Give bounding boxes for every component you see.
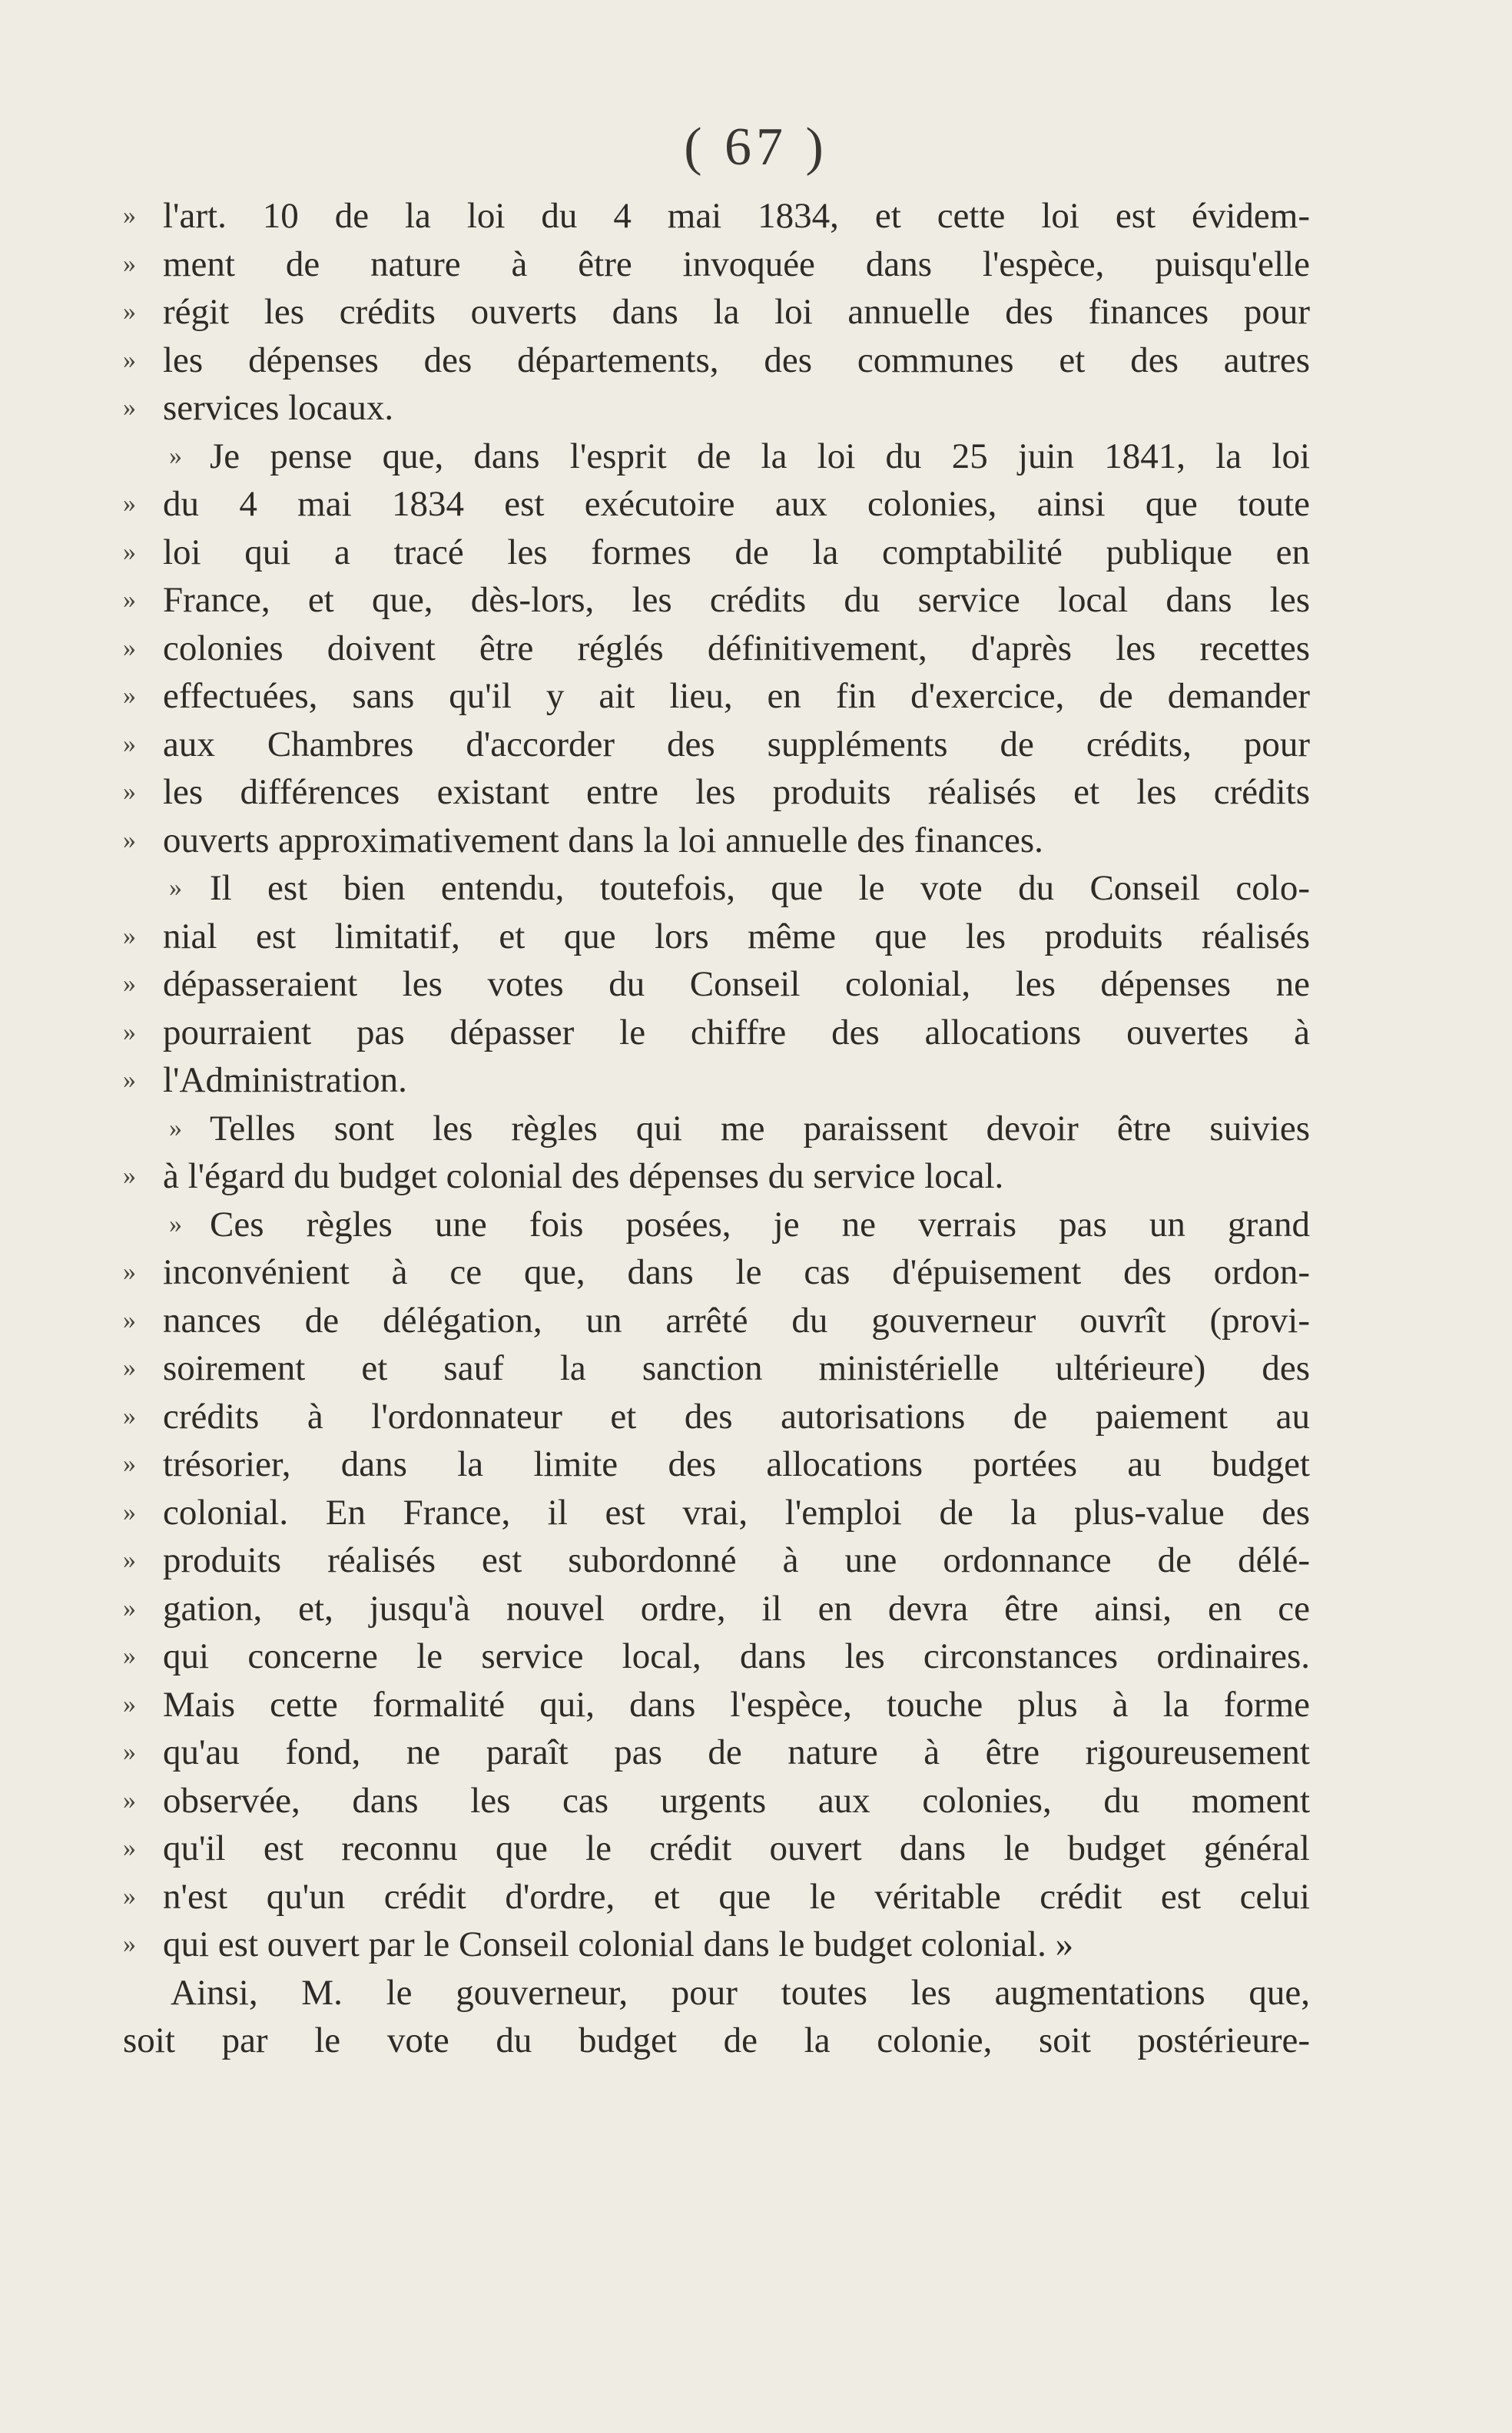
text-line: Ainsi, M. le gouverneur, pour toutes les augmentations que,	[171, 1972, 1310, 2013]
text-line: » du 4 mai 1834 est exécutoire aux colonies, ainsi que toute	[123, 480, 1310, 529]
text-line: » produits réalisés est subordonné à une ordonnance de délé-	[123, 1536, 1310, 1585]
quote-mark: »	[123, 249, 136, 278]
body-text	[123, 192, 1310, 2065]
text-line: » Je pense que, dans l'esprit de la loi du 25 juin 1841, la loi	[123, 433, 1310, 481]
text-line: » à l'égard du budget colonial des dépenses du service local.	[123, 1152, 1310, 1201]
quote-mark: »	[123, 1258, 136, 1286]
text-line: » l'Administration.	[123, 1056, 1310, 1105]
text-line: » nial est limitatif, et que lors même que les produits réalisés	[123, 913, 1310, 961]
quote-mark: »	[123, 1593, 136, 1623]
quote-mark: »	[123, 1354, 136, 1382]
text-line: » qui concerne le service local, dans les circonstances ordinaires.	[123, 1632, 1310, 1681]
quote-mark: »	[169, 1113, 182, 1142]
text-line: » gation, et, jusqu'à nouvel ordre, il en devra être ainsi, en ce	[123, 1585, 1310, 1633]
text-line: » soirement et sauf la sanction ministérielle ultérieure) des	[123, 1344, 1310, 1393]
text-line: » crédits à l'ordonnateur et des autorisations de paiement au	[123, 1393, 1310, 1441]
quote-mark: »	[123, 1546, 136, 1574]
quote-mark: »	[123, 201, 136, 230]
text-line: » l'art. 10 de la loi du 4 mai 1834, et cette loi est évidem-	[123, 192, 1310, 240]
quote-mark: »	[169, 873, 182, 902]
text-line: soit par le vote du budget de la colonie, soit postérieure-	[123, 2020, 1310, 2060]
text-line: » dépasseraient les votes du Conseil colonial, les dépenses ne	[123, 960, 1310, 1009]
quote-mark: »	[123, 1162, 136, 1190]
text-line: » Il est bien entendu, toutefois, que le vote du Conseil colo-	[123, 864, 1310, 913]
quote-mark: »	[123, 681, 136, 710]
quote-mark: »	[123, 585, 136, 614]
text-line: » colonies doivent être réglés définitivement, d'après les recettes	[123, 625, 1310, 673]
text-line: » ment de nature à être invoquée dans l'espèce, puisqu'elle	[123, 240, 1310, 289]
quote-mark: »	[123, 1497, 136, 1526]
text-line: » colonial. En France, il est vrai, l'emploi de la plus-value des	[123, 1489, 1310, 1537]
text-line: » France, et que, dès-lors, les crédits du service local dans les	[123, 576, 1310, 625]
page-number: ( 67 )	[684, 118, 828, 177]
text-line: » qu'il est reconnu que le crédit ouvert dans le budget général	[123, 1825, 1310, 1873]
quote-mark: »	[123, 489, 136, 518]
text-line: » Ces règles une fois posées, je ne verrais pas un grand	[123, 1201, 1310, 1249]
text-line: » aux Chambres d'accorder des suppléments de crédits, pour	[123, 721, 1310, 769]
quote-mark: »	[123, 1642, 136, 1670]
text-line: » services locaux.	[123, 384, 1310, 433]
quote-mark: »	[123, 777, 136, 806]
text-line: » qu'au fond, ne paraît pas de nature à être rigoureusement	[123, 1729, 1310, 1777]
text-line: » effectuées, sans qu'il y ait lieu, en fin d'exercice, de demander	[123, 672, 1310, 721]
quote-mark: »	[169, 1209, 182, 1238]
quote-mark: »	[123, 1834, 136, 1862]
quote-mark: »	[123, 1066, 136, 1094]
quote-mark: »	[123, 970, 136, 998]
text-line: » trésorier, dans la limite des allocations portées au budget	[123, 1440, 1310, 1489]
text-line: » nances de délégation, un arrêté du gouverneur ouvrît (provi-	[123, 1297, 1310, 1345]
quote-mark: »	[123, 537, 136, 566]
quote-mark: »	[123, 297, 136, 326]
quote-mark: »	[123, 1689, 136, 1719]
quote-mark: »	[123, 1017, 136, 1046]
text-line: » les différences existant entre les produits réalisés et les crédits	[123, 768, 1310, 817]
text-line: » Telles sont les règles qui me paraissent devoir être suivies	[123, 1105, 1310, 1153]
text-line: » ouverts approximativement dans la loi annuelle des finances.	[123, 817, 1310, 865]
text-line: » Mais cette formalité qui, dans l'espèce, touche plus à la forme	[123, 1681, 1310, 1729]
quote-mark: »	[123, 345, 136, 374]
quote-mark: »	[123, 1401, 136, 1430]
quote-mark: »	[123, 921, 136, 950]
text-line: » les dépenses des départements, des communes et des autres	[123, 336, 1310, 385]
quote-mark: »	[123, 729, 136, 758]
quote-mark: »	[123, 1305, 136, 1334]
text-line: » n'est qu'un crédit d'ordre, et que le véritable crédit est celui	[123, 1873, 1310, 1921]
text-line: » observée, dans les cas urgents aux colonies, du moment	[123, 1777, 1310, 1825]
text-line: » régit les crédits ouverts dans la loi annuelle des finances pour	[123, 288, 1310, 336]
text-line: » pourraient pas dépasser le chiffre des allocations ouvertes à	[123, 1009, 1310, 1057]
quote-mark: »	[123, 1930, 136, 1958]
quote-mark: »	[169, 441, 182, 470]
text-line: » loi qui a tracé les formes de la comptabilité publique en	[123, 529, 1310, 577]
quote-mark: »	[123, 1785, 136, 1815]
quote-mark: »	[123, 825, 136, 854]
quote-mark: »	[123, 1881, 136, 1911]
quote-mark: »	[123, 1450, 136, 1478]
quote-mark: »	[123, 393, 136, 422]
quote-mark: »	[123, 633, 136, 662]
text-line: » inconvénient à ce que, dans le cas d'épuisement des ordon-	[123, 1248, 1310, 1297]
quote-mark: »	[123, 1738, 136, 1766]
text-line: » qui est ouvert par le Conseil colonial dans le budget colonial. »	[123, 1921, 1310, 1969]
